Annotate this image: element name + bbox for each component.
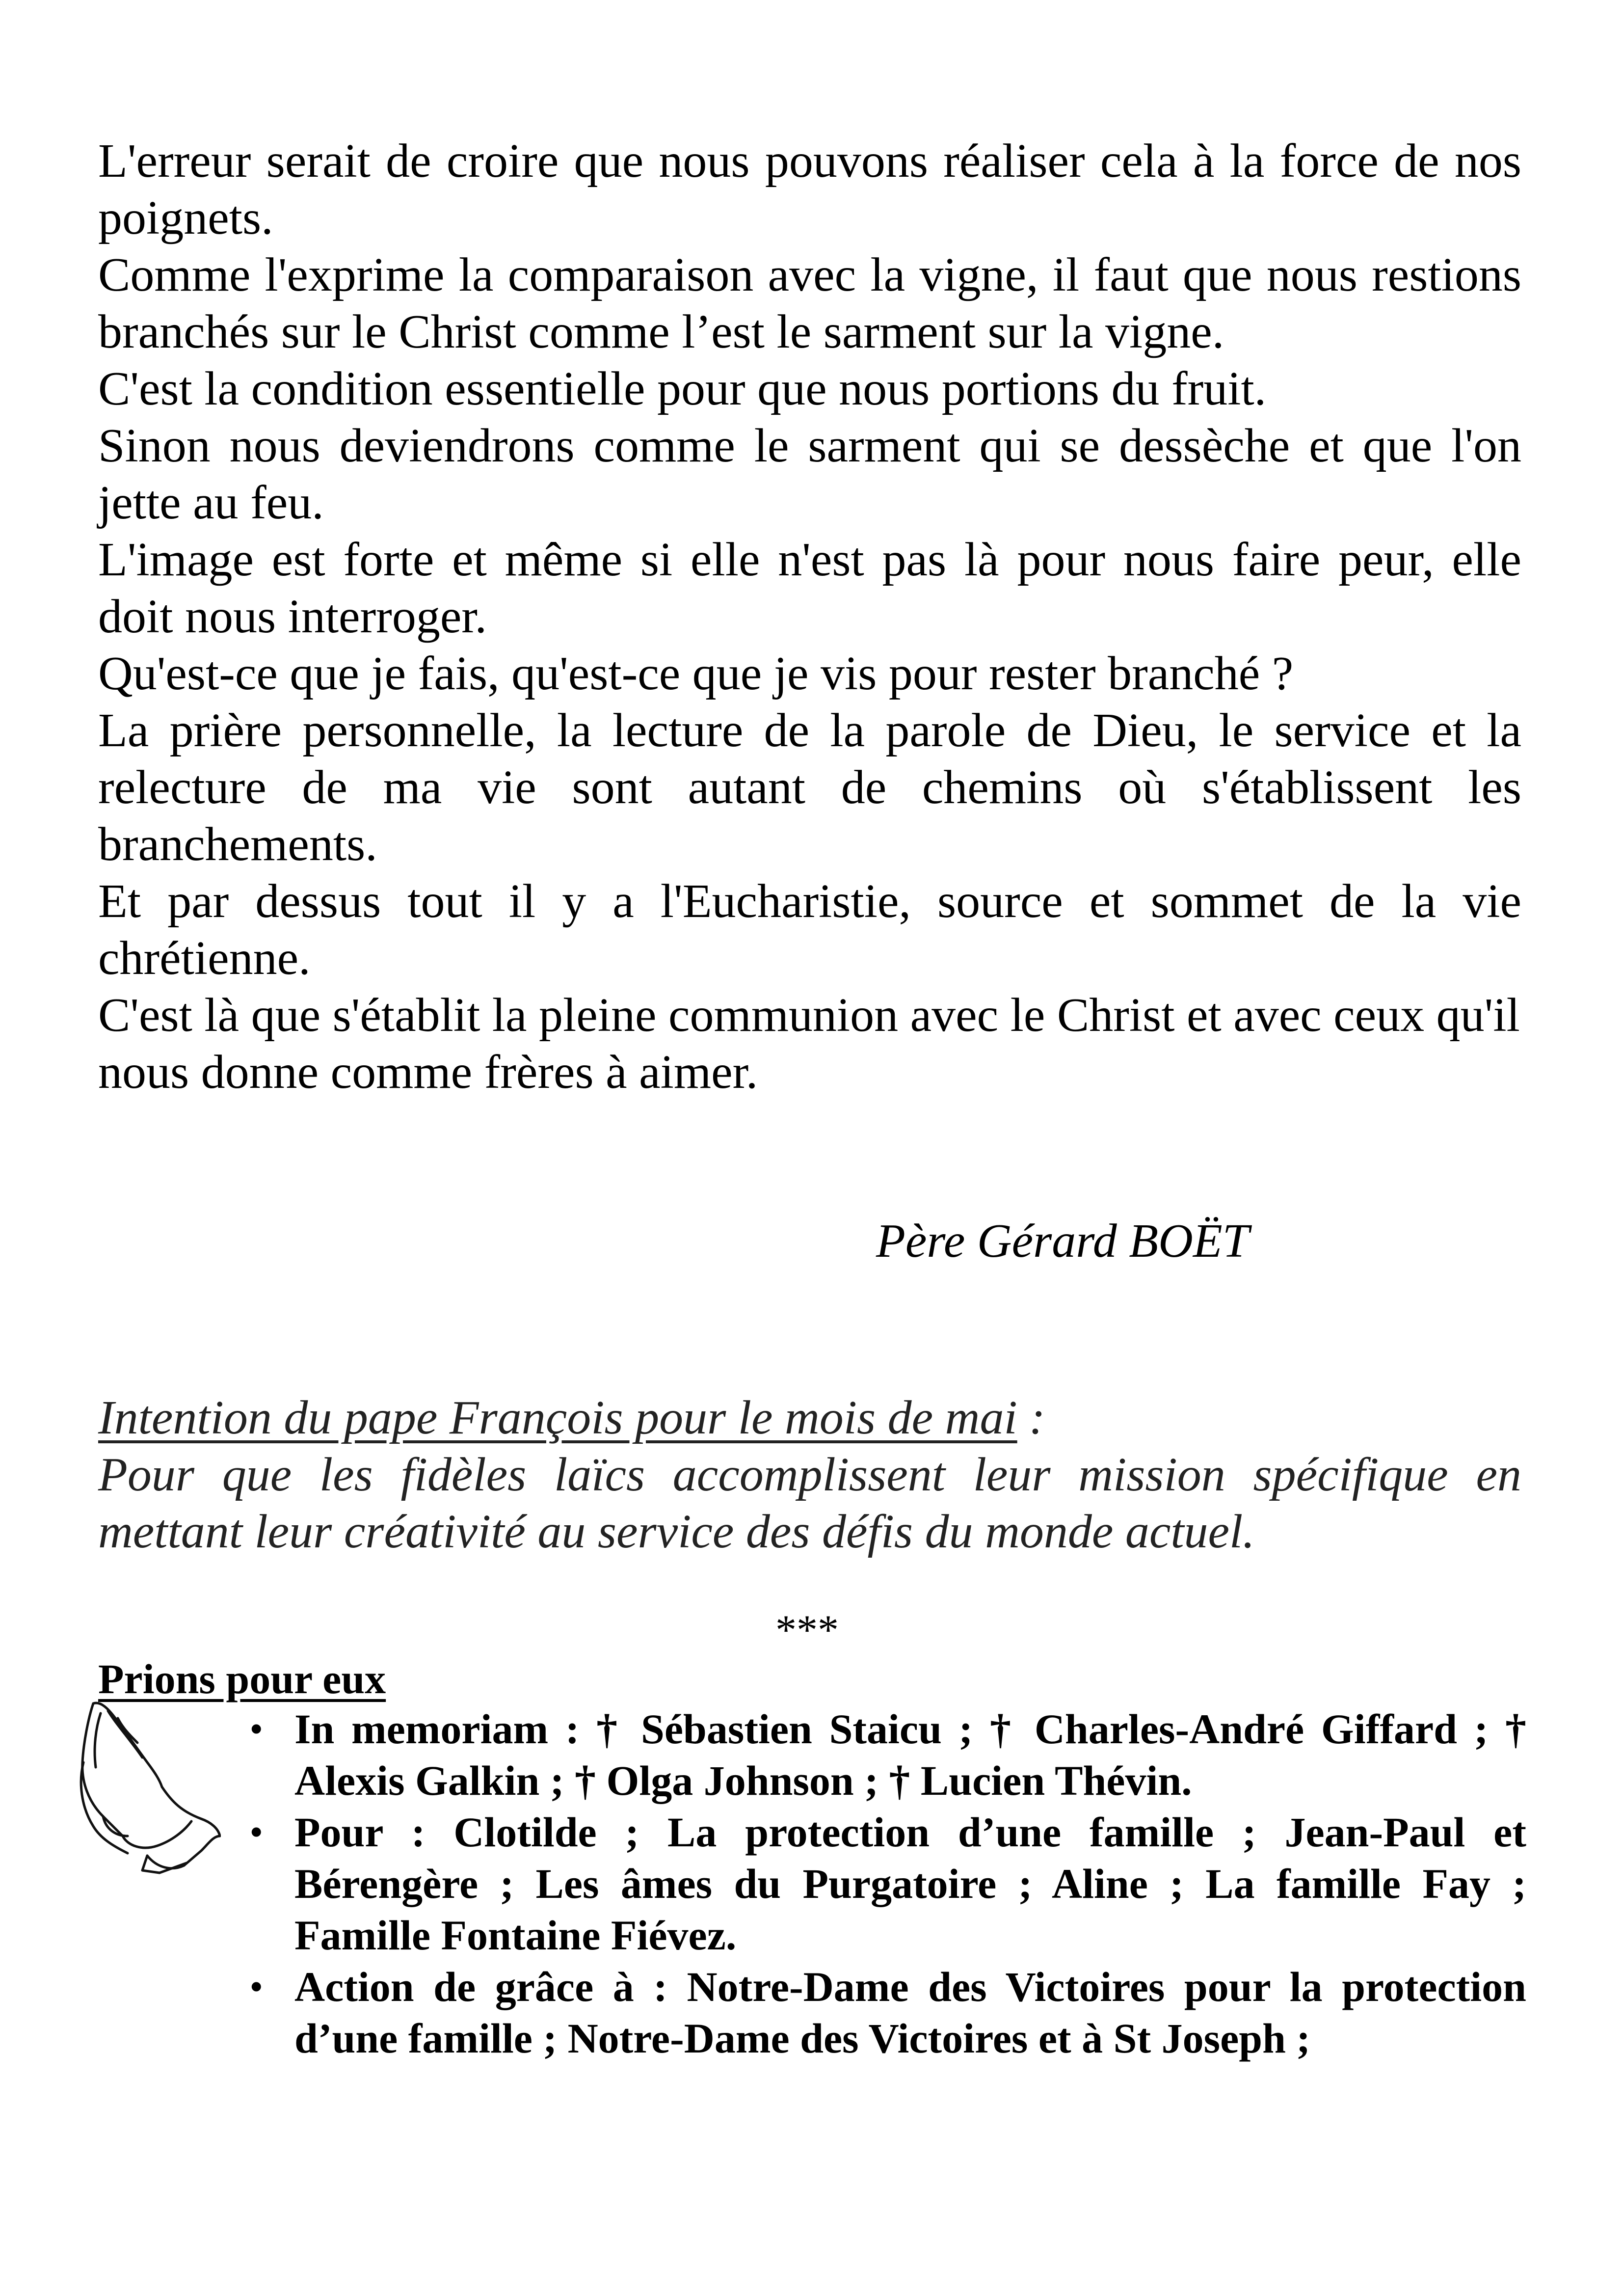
homily-body — [98, 133, 1521, 1101]
paragraph: L'image est forte et même si elle n'est pas là pour nous faire peur, elle doit nous interroger. — [98, 533, 1521, 643]
list-item — [240, 1961, 1526, 2064]
prayers-heading: Prions pour eux — [98, 1655, 386, 1702]
section-separator: *** — [775, 1606, 839, 1653]
praying-hands-icon — [74, 1689, 221, 1875]
paragraph: Sinon nous deviendrons comme le sarment qui se dessèche et que l'on jette au feu. — [98, 419, 1521, 529]
bullet-icon: • — [250, 1710, 263, 1748]
paragraph: Et par dessus tout il y a l'Eucharistie, source et sommet de la vie chrétienne. — [98, 875, 1521, 985]
list-item — [240, 1807, 1526, 1961]
signature: Père Gérard BOËT — [876, 1215, 1250, 1268]
list-item-text: Action de grâce à : Notre-Dame des Victoires pour la protection d’une famille ; Notre-Dame des Victoires et à St Joseph ; — [294, 1963, 1526, 2062]
bullet-icon: • — [250, 1968, 263, 2006]
bullet-icon: • — [250, 1813, 263, 1851]
prayer-list — [240, 1703, 1526, 2064]
paragraph: C'est la condition essentielle pour que nous portions du fruit. — [98, 362, 1267, 415]
pope-intention — [98, 1389, 1521, 1560]
paragraph: Comme l'exprime la comparaison avec la vigne, il faut que nous restions branchés sur le Christ comme l’est le sarment sur la vigne. — [98, 248, 1521, 358]
intention-text: Pour que les fidèles laïcs accomplissent leur mission spécifique en mettant leur créativité au service des défis du monde actuel. — [98, 1448, 1521, 1558]
paragraph: La prière personnelle, la lecture de la parole de Dieu, le service et la relecture de ma vie sont autant de chemins où s'établissent les branchements. — [98, 704, 1521, 871]
intention-title — [98, 1389, 1521, 1446]
list-item-text: In memoriam : † Sébastien Staicu ; † Charles-André Giffard ; † Alexis Galkin ; † Olga Johnson ; † Lucien Thévin. — [294, 1705, 1526, 1804]
paragraph: L'erreur serait de croire que nous pouvons réaliser cela à la force de nos poignets. — [98, 135, 1521, 244]
list-item — [240, 1703, 1526, 1807]
intention-title-suffix: : — [1017, 1391, 1045, 1444]
intention-title-text: Intention du pape François pour le mois de mai — [98, 1391, 1017, 1444]
list-item-text: Pour : Clotilde ; La protection d’une famille ; Jean-Paul et Bérengère ; Les âmes du Purgatoire ; Aline ; La famille Fay ; Famille Fontaine Fiévez. — [294, 1809, 1526, 1959]
paragraph: Qu'est-ce que je fais, qu'est-ce que je vis pour rester branché ? — [98, 647, 1294, 700]
paragraph: C'est là que s'établit la pleine communion avec le Christ et avec ceux qu'il nous donne comme frères à aimer. — [98, 989, 1520, 1099]
